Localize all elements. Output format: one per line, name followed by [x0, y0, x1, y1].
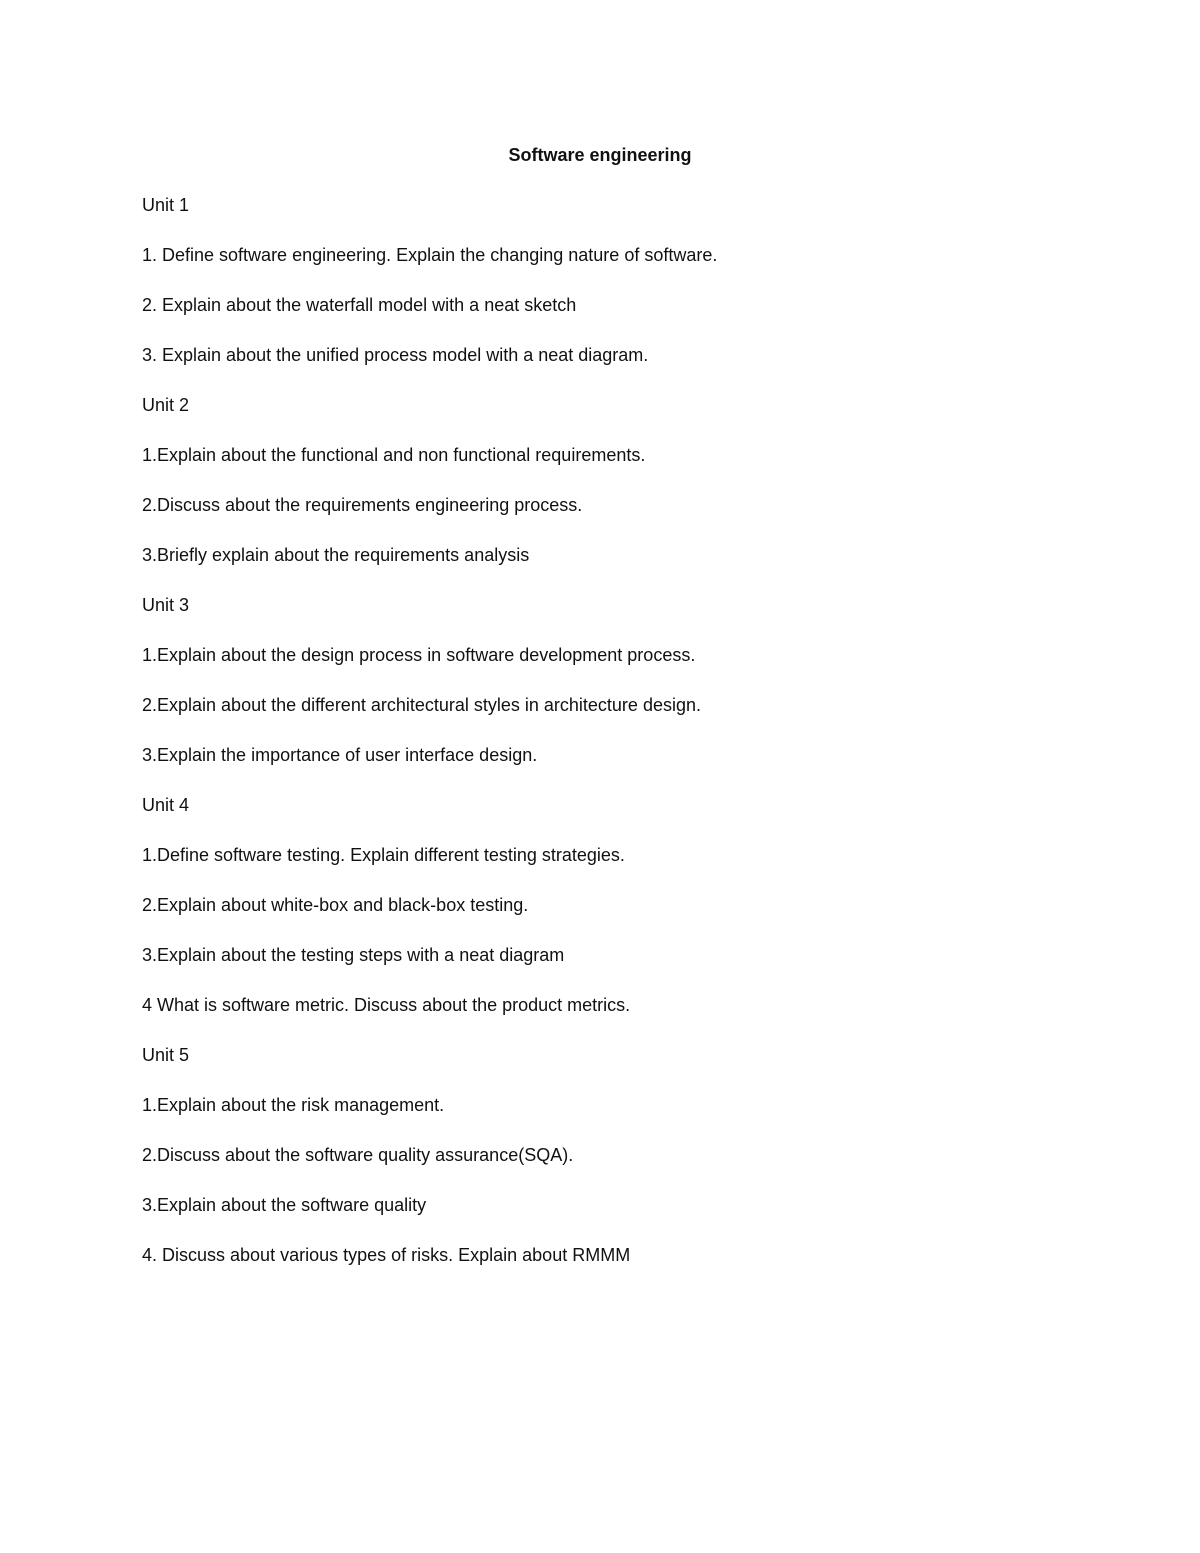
- unit-2-question-1: 1.Explain about the functional and non functional requirements.: [142, 445, 646, 465]
- unit-3-heading: Unit 3: [142, 595, 190, 615]
- unit-4-question-4: 4 What is software metric. Discuss about the product metrics.: [142, 995, 631, 1015]
- unit-2-question-3: 3.Briefly explain about the requirements analysis: [142, 545, 530, 565]
- unit-3-question-2: 2.Explain about the different architectural styles in architecture design.: [142, 695, 701, 715]
- unit-3-question-1: 1.Explain about the design process in software development process.: [142, 645, 696, 665]
- unit-4-question-3: 3.Explain about the testing steps with a neat diagram: [142, 945, 565, 965]
- unit-5-question-1: 1.Explain about the risk management.: [142, 1095, 445, 1115]
- unit-1-heading: Unit 1: [142, 195, 190, 215]
- unit-2-heading: Unit 2: [142, 395, 190, 415]
- unit-5-question-2: 2.Discuss about the software quality assurance(SQA).: [142, 1145, 574, 1165]
- unit-5-heading: Unit 5: [142, 1045, 190, 1065]
- document-title: Software engineering: [508, 145, 692, 165]
- unit-1-question-3: 3. Explain about the unified process model with a neat diagram.: [142, 345, 649, 365]
- unit-5-question-3: 3.Explain about the software quality: [142, 1195, 427, 1215]
- unit-3-question-3: 3.Explain the importance of user interface design.: [142, 745, 538, 765]
- unit-4-question-2: 2.Explain about white-box and black-box testing.: [142, 895, 529, 915]
- unit-1-question-2: 2. Explain about the waterfall model with a neat sketch: [142, 295, 577, 315]
- unit-4-heading: Unit 4: [142, 795, 190, 815]
- unit-4-question-1: 1.Define software testing. Explain different testing strategies.: [142, 845, 625, 865]
- unit-2-question-2: 2.Discuss about the requirements engineering process.: [142, 495, 583, 515]
- unit-1-question-1: 1. Define software engineering. Explain the changing nature of software.: [142, 245, 718, 265]
- unit-5-question-4: 4. Discuss about various types of risks. Explain about RMMM: [142, 1245, 631, 1265]
